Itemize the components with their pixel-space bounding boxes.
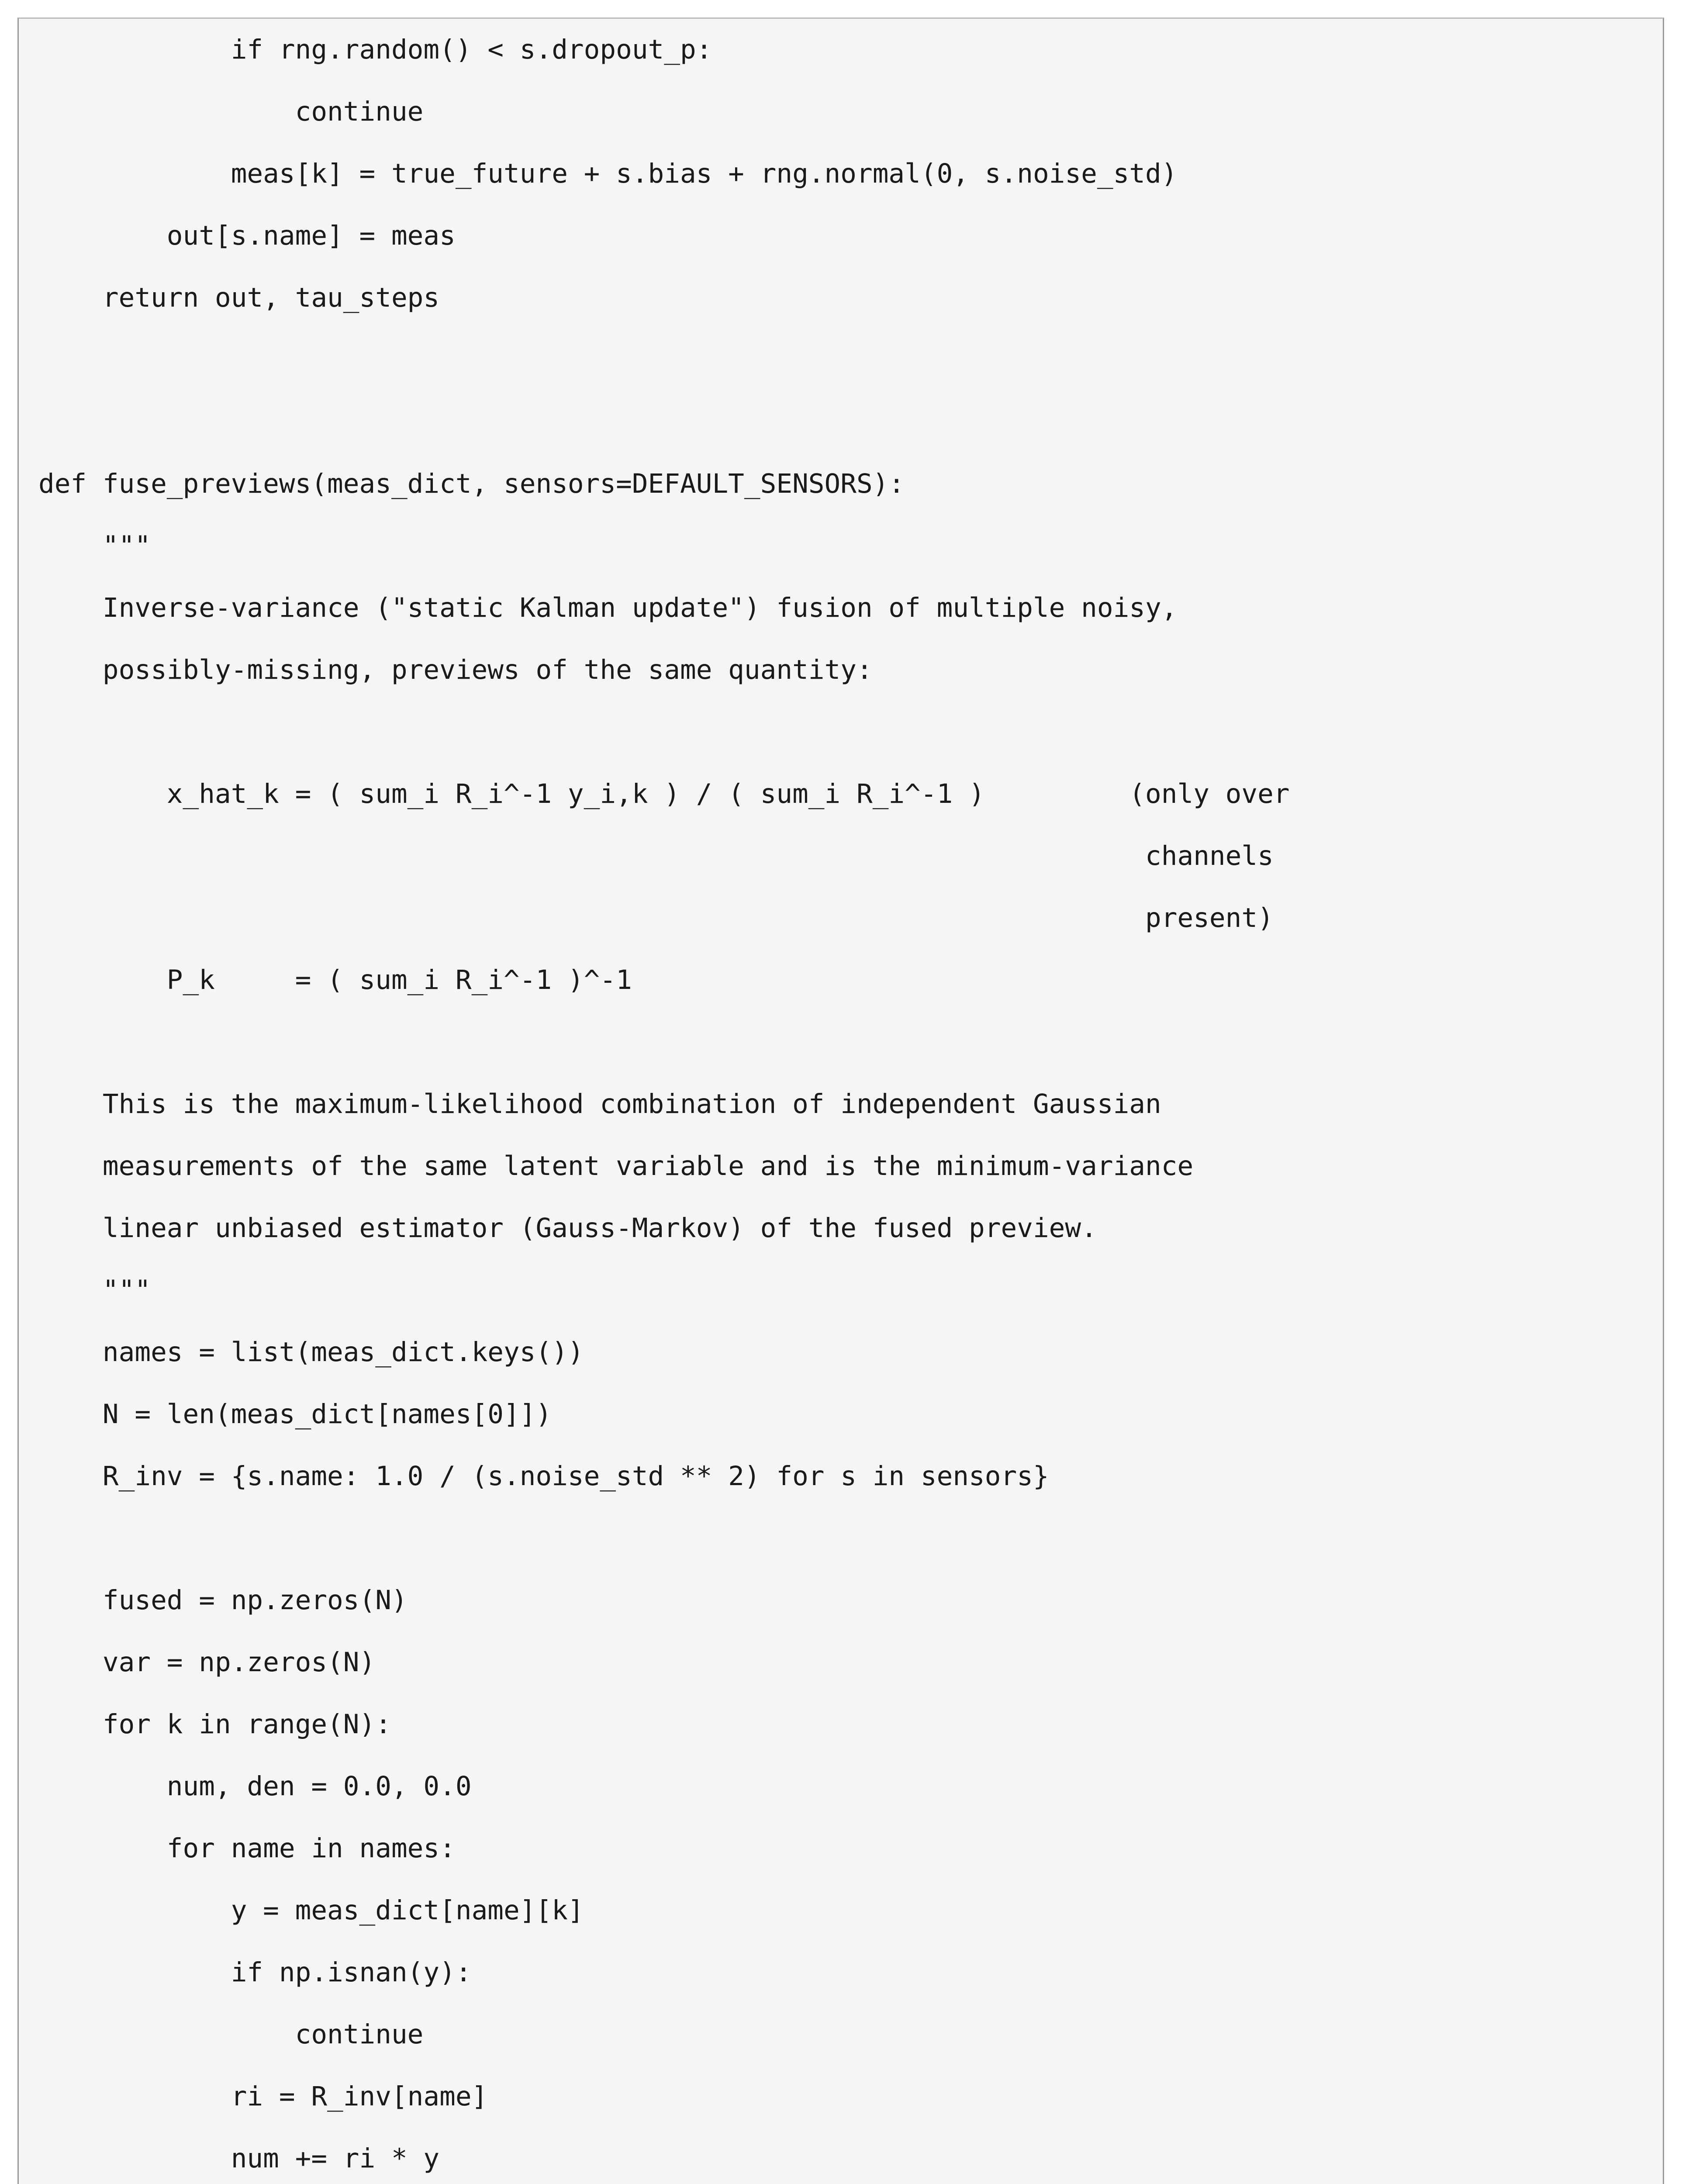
- code-line: [38, 701, 1290, 763]
- code-line: present): [38, 902, 1274, 933]
- code-line: """: [38, 530, 151, 561]
- code-line: possibly-missing, previews of the same quantity:: [38, 654, 873, 685]
- code-line: ri = R_inv[name]: [38, 2081, 488, 2112]
- code-line: measurements of the same latent variable and is the minimum-variance: [38, 1151, 1194, 1182]
- code-line: fused = np.zeros(N): [38, 1585, 408, 1616]
- code-line: return out, tau_steps: [38, 282, 440, 313]
- code-block: [17, 17, 1664, 2184]
- code-line: N = len(meas_dict[names[0]]): [38, 1399, 552, 1430]
- code-line: linear unbiased estimator (Gauss-Markov) of the fused preview.: [38, 1213, 1097, 1244]
- code-line: [38, 391, 1290, 453]
- code-line: This is the maximum-likelihood combination of independent Gaussian: [38, 1089, 1161, 1120]
- code-line: for name in names:: [38, 1833, 456, 1864]
- code-line: out[s.name] = meas: [38, 220, 456, 251]
- code-line: Inverse-variance ("static Kalman update") fusion of multiple noisy,: [38, 592, 1178, 623]
- code-line: meas[k] = true_future + s.bias + rng.normal(0, s.noise_std): [38, 158, 1178, 189]
- code-line: [38, 329, 1290, 391]
- code-line: x_hat_k = ( sum_i R_i^-1 y_i,k ) / ( sum_i R_i^-1 ) (only over: [38, 778, 1290, 809]
- code-line: var = np.zeros(N): [38, 1647, 376, 1678]
- code-line: channels: [38, 840, 1274, 871]
- code-line: if np.isnan(y):: [38, 1957, 472, 1988]
- code-line: [38, 1507, 1290, 1569]
- code-line: y = meas_dict[name][k]: [38, 1895, 584, 1926]
- code-line: P_k = ( sum_i R_i^-1 )^-1: [38, 964, 632, 995]
- code-line: for k in range(N):: [38, 1709, 391, 1740]
- code-line: if rng.random() < s.dropout_p:: [38, 34, 712, 65]
- code-line: def fuse_previews(meas_dict, sensors=DEFAULT_SENSORS):: [38, 468, 905, 499]
- code-line: R_inv = {s.name: 1.0 / (s.noise_std ** 2) for s in sensors}: [38, 1461, 1049, 1492]
- code-line: num, den = 0.0, 0.0: [38, 1771, 472, 1802]
- code-line: """: [38, 1275, 151, 1306]
- code-line: continue: [38, 2019, 424, 2050]
- code-line: num += ri * y: [38, 2143, 440, 2174]
- code-line: names = list(meas_dict.keys()): [38, 1337, 584, 1368]
- code-line: continue: [38, 96, 424, 127]
- code-line: [38, 1011, 1290, 1073]
- code-lines: [38, 19, 1290, 2184]
